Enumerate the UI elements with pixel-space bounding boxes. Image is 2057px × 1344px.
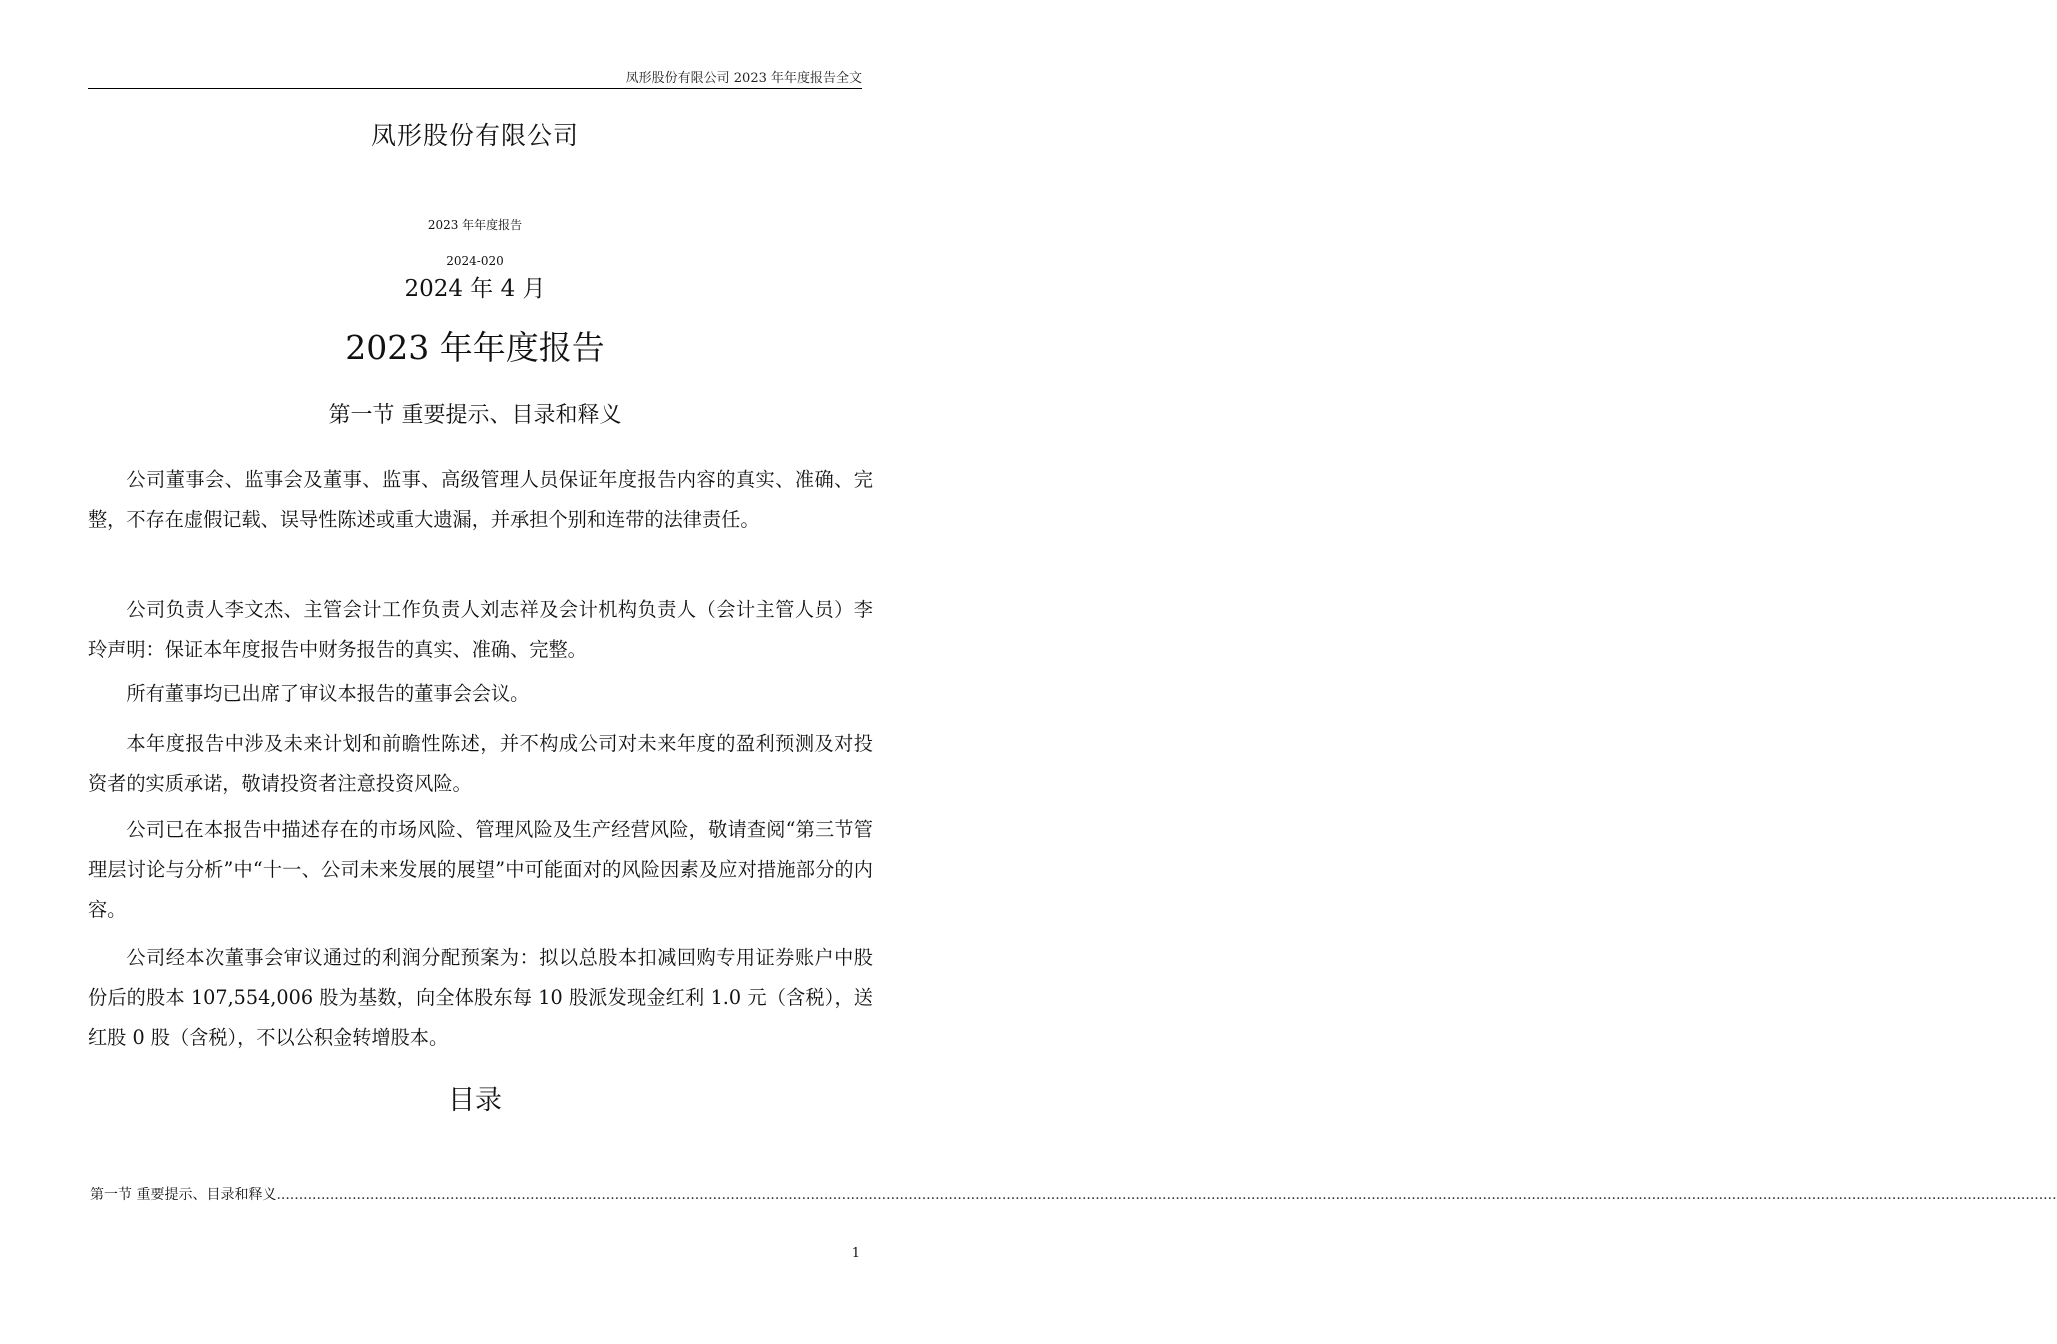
document-code: 2024-020 bbox=[446, 254, 504, 268]
page-header-title: 凤形股份有限公司 2023 年年度报告全文 bbox=[625, 71, 862, 86]
report-date: 2024 年 4 月 bbox=[404, 276, 546, 302]
report-label-small: 2023 年年度报告 bbox=[427, 218, 523, 232]
paragraph-forward-looking-disclaimer: 本年度报告中涉及未来计划和前瞻性陈述，并不构成公司对未来年度的盈利预测及对投资者的实质承诺，敬请投资者注意投资风险。 bbox=[88, 732, 873, 795]
page-number: 1 bbox=[851, 1246, 860, 1261]
paragraph-responsibility-statement: 公司董事会、监事会及董事、监事、高级管理人员保证年度报告内容的真实、准确、完整，不存在虚假记载、误导性陈述或重大遗漏，并承担个别和连带的法律责任。 bbox=[88, 468, 873, 531]
paragraph-board-attendance: 所有董事均已出席了审议本报告的董事会会议。 bbox=[126, 682, 530, 705]
paragraph-profit-distribution: 公司经本次董事会审议通过的利润分配预案为：拟以总股本扣减回购专用证券账户中股份后的股本 107,554,006 股为基数，向全体股东每 10 股派发现金红利 1.0 元（含税），送红股 0 股（含税），不以公积金转增股本。 bbox=[88, 946, 873, 1049]
paragraph-financial-statement-declaration: 公司负责人李文杰、主管会计工作负责人刘志祥及会计机构负责人（会计主管人员）李玲声明：保证本年度报告中财务报告的真实、准确、完整。 bbox=[88, 598, 873, 661]
toc-title: 目录 bbox=[448, 1085, 502, 1116]
toc-entry[interactable] bbox=[90, 1184, 2057, 1204]
header-divider bbox=[88, 88, 862, 89]
toc-leader-dots: ................................................................................................................................................................................................................................................................................................................................................................................................................ bbox=[276, 1187, 2057, 1203]
company-name: 凤形股份有限公司 bbox=[370, 121, 579, 150]
section-heading: 第一节 重要提示、目录和释义 bbox=[328, 403, 622, 428]
report-title: 2023 年年度报告 bbox=[345, 328, 605, 367]
toc-entry-label: 第一节 重要提示、目录和释义 bbox=[90, 1187, 277, 1203]
paragraph-risk-notice: 公司已在本报告中描述存在的市场风险、管理风险及生产经营风险，敬请查阅“第三节管理层讨论与分析”中“十一、公司未来发展的展望”中可能面对的风险因素及应对措施部分的内容。 bbox=[88, 818, 873, 921]
